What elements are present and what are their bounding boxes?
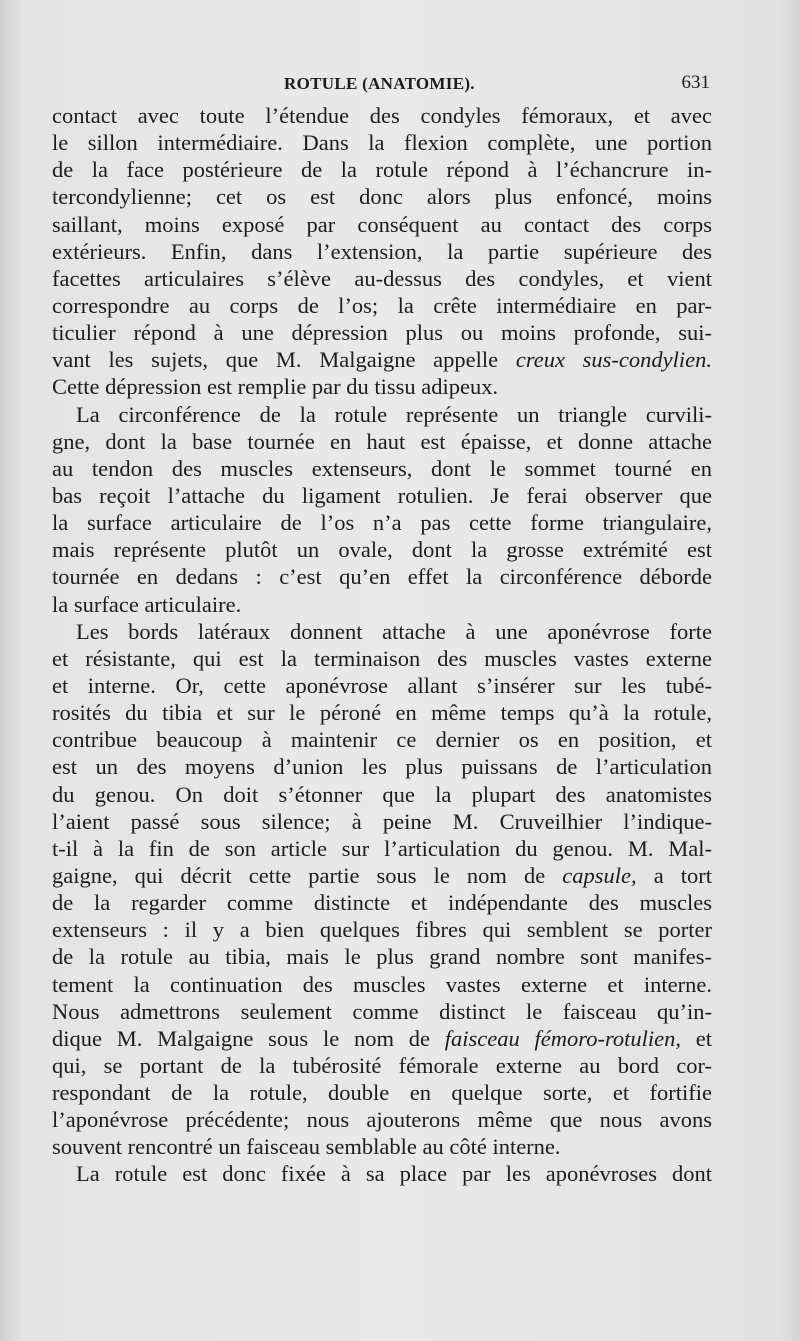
text-line: la surface articulaire. bbox=[52, 591, 242, 617]
text-span: et bbox=[680, 1025, 712, 1051]
text-line: souvent rencontré un faisceau semblable au côté interne. bbox=[52, 1134, 561, 1160]
text-line: de la rotule au tibia, mais le plus grand nombre sont manifes- bbox=[52, 944, 712, 970]
text-span: a tort bbox=[636, 862, 712, 888]
text-line: extenseurs : il y a bien quelques fibres qui semblent se porter bbox=[52, 917, 712, 943]
text-line: le sillon intermédiaire. Dans la flexion complète, une portion bbox=[52, 130, 712, 156]
text-line: tercondylienne; cet os est donc alors plus enfoncé, moins bbox=[52, 184, 712, 210]
text-line bbox=[52, 346, 712, 373]
body-text bbox=[52, 102, 712, 1188]
text-line: facettes articulaires s’élève au-dessus des condyles, et vient bbox=[52, 265, 712, 291]
text-line: l’aponévrose précédente; nous ajouterons même que nous avons bbox=[52, 1107, 712, 1133]
text-line: correspondre au corps de l’os; la crête intermédiaire en par- bbox=[52, 292, 712, 318]
page-number: 631 bbox=[681, 72, 710, 93]
page-header bbox=[50, 72, 710, 98]
text-line: rosités du tibia et sur le péroné en même temps qu’à la rotule, bbox=[52, 700, 712, 726]
text-span: dique M. Malgaigne sous le nom de bbox=[52, 1025, 445, 1051]
text-line: Les bords latéraux donnent attache à une aponévrose forte bbox=[76, 618, 712, 644]
text-line: respondant de la rotule, double en quelque sorte, et fortifie bbox=[52, 1080, 712, 1106]
italic-term: faisceau fémoro-rotulien, bbox=[444, 1025, 681, 1051]
text-line: l’aient passé sous silence; à peine M. Cruveilhier l’indique- bbox=[52, 808, 712, 834]
text-line: de la regarder comme distincte et indépendante des muscles bbox=[52, 890, 712, 916]
running-title: ROTULE (ANATOMIE). bbox=[284, 74, 475, 93]
text-line: tournée en dedans : c’est qu’en effet la circonférence déborde bbox=[52, 564, 712, 590]
text-line: de la face postérieure de la rotule répond à l’échancrure in- bbox=[52, 157, 712, 183]
text-line: saillant, moins exposé par conséquent au contact des corps bbox=[52, 211, 712, 237]
text-line: et résistante, qui est la terminaison des muscles vastes externe bbox=[52, 645, 712, 671]
text-line: est un des moyens d’union les plus puissans de l’articulation bbox=[52, 754, 712, 780]
text-line: et interne. Or, cette aponévrose allant s’insérer sur les tubé- bbox=[52, 672, 712, 698]
text-line: t-il à la fin de son article sur l’articulation du genou. M. Mal- bbox=[52, 835, 712, 861]
italic-term: capsule, bbox=[562, 862, 637, 888]
text-line: gne, dont la base tournée en haut est épaisse, et donne attache bbox=[52, 428, 712, 454]
text-line bbox=[52, 862, 712, 889]
text-line: contact avec toute l’étendue des condyles fémoraux, et avec bbox=[52, 103, 712, 128]
text-line bbox=[52, 1025, 712, 1052]
text-line: mais représente plutôt un ovale, dont la grosse extrémité est bbox=[52, 537, 712, 563]
text-line: Cette dépression est remplie par du tissu adipeux. bbox=[52, 374, 499, 400]
text-span: gaigne, qui décrit cette partie sous le nom de bbox=[52, 862, 563, 888]
text-line: contribue beaucoup à maintenir ce dernier os en position, et bbox=[52, 727, 712, 753]
italic-term: creux sus-condylien. bbox=[515, 347, 712, 373]
text-line: au tendon des muscles extenseurs, dont le sommet tourné en bbox=[52, 455, 712, 481]
text-span: vant les sujets, que M. Malgaigne appelle bbox=[52, 347, 516, 373]
text-line: ticulier répond à une dépression plus ou moins profonde, sui- bbox=[52, 320, 712, 346]
text-line: du genou. On doit s’étonner que la plupart des anatomistes bbox=[52, 781, 712, 807]
text-line: La circonférence de la rotule représente un triangle curvili- bbox=[76, 401, 712, 427]
text-line: bas reçoit l’attache du ligament rotulien. Je ferai observer que bbox=[52, 482, 712, 508]
text-line: tement la continuation des muscles vastes externe et interne. bbox=[52, 971, 712, 997]
text-line: La rotule est donc fixée à sa place par les aponévroses dont bbox=[76, 1161, 712, 1187]
text-line: extérieurs. Enfin, dans l’extension, la partie supérieure des bbox=[52, 238, 712, 264]
text-line: la surface articulaire de l’os n’a pas cette forme triangulaire, bbox=[52, 510, 712, 536]
text-line: qui, se portant de la tubérosité fémorale externe au bord cor- bbox=[52, 1052, 712, 1078]
text-line: Nous admettrons seulement comme distinct le faisceau qu’in- bbox=[52, 998, 712, 1024]
